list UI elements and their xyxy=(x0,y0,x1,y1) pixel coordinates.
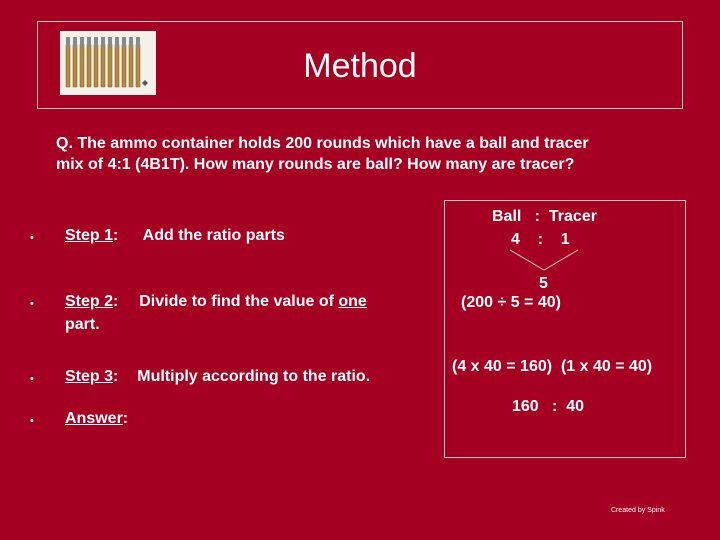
step-1: • Step 1: Add the ratio parts xyxy=(30,225,410,249)
question-line-2: mix of 4:1 (4B1T). How many rounds are ball? How many are tracer? xyxy=(56,156,575,173)
step-2-text: Divide to find the value of xyxy=(139,293,339,310)
step-1-label: Step 1 xyxy=(65,227,114,244)
bullet-icon: • xyxy=(30,373,34,385)
multiply-step: (4 x 40 = 160) (1 x 40 = 40) xyxy=(452,358,653,375)
ratio-header: Ball : Tracer xyxy=(492,208,597,225)
step-2: • Step 2: Divide to find the value of one part. xyxy=(30,291,430,339)
bullet-icon: • xyxy=(30,232,34,244)
step-1-text: Add the ratio parts xyxy=(142,227,285,244)
answer-step: • Answer: xyxy=(30,408,230,432)
sum-connector-lines xyxy=(500,248,590,276)
ammunition-image xyxy=(60,31,156,95)
divide-step: (200 ÷ 5 = 40) xyxy=(461,294,561,311)
step-2-continuation: part. xyxy=(65,316,100,333)
page-title: Method xyxy=(303,47,417,85)
ratio-values: 4 : 1 xyxy=(511,231,570,248)
step-3-label: Step 3 xyxy=(65,368,114,385)
question-line-1: Q. The ammo container holds 200 rounds which have a ball and tracer xyxy=(56,135,589,152)
ratio-sum: 5 xyxy=(539,275,548,292)
final-answer: 160 : 40 xyxy=(512,398,585,415)
bullet-icon: • xyxy=(30,298,34,310)
bullet-icon: • xyxy=(30,415,34,427)
credit-text: Created by Spink xyxy=(611,507,665,514)
step-2-label: Step 2 xyxy=(65,293,114,310)
answer-label: Answer xyxy=(65,410,123,427)
question-text xyxy=(56,133,676,175)
step-3-text: Multiply according to the ratio. xyxy=(137,368,371,385)
step-3: • Step 3: Multiply according to the ratio. xyxy=(30,366,430,390)
cartridges-picture xyxy=(60,31,156,95)
step-2-emphasis: one xyxy=(338,293,367,310)
